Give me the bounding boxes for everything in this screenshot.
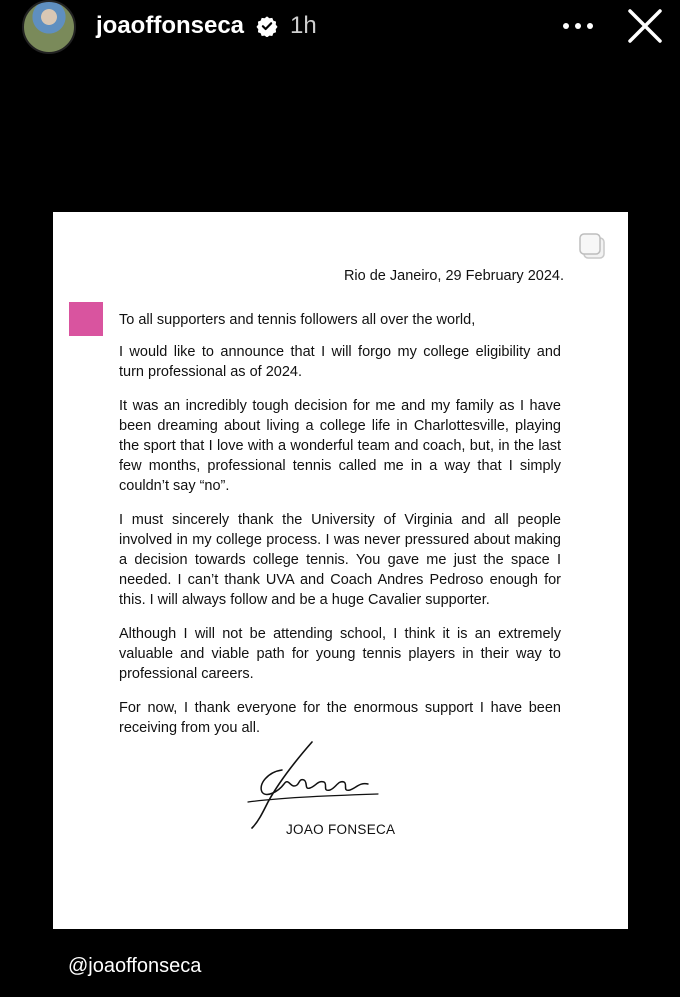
story-header <box>0 0 680 56</box>
letter-image <box>53 212 628 929</box>
avatar[interactable] <box>22 0 76 54</box>
letter-paragraph: For now, I thank everyone for the enormous support I have been receiving from you all. <box>119 700 561 736</box>
letter-body <box>119 310 561 752</box>
letter-paragraph: Although I will not be attending school, I think it is an extremely valuable and viable path for young tennis players in their way to professional careers. <box>119 626 561 682</box>
letter-paragraph: It was an incredibly tough decision for me and my family as I have been dreaming about living a college life in Charlottesville, playing the sport that I love with a wonderful team and coach, but, in the last few months, professional tennis called me in a way that I simply couldn’t say “no”. <box>119 398 561 494</box>
copy-icon <box>578 232 608 262</box>
letter-paragraph: I must sincerely thank the University of Virginia and all people involved in my college process. I was never pressured about making a decision towards college tennis. You gave me just the space I needed. I can’t thank UVA and Coach Andres Pedroso enough for this. I will always follow and be a huge Cavalier supporter. <box>119 512 561 608</box>
letter-date: Rio de Janeiro, 29 February 2024. <box>343 268 564 284</box>
more-options-icon[interactable] <box>560 16 596 36</box>
handwritten-signature <box>238 740 388 830</box>
logo-square <box>69 302 103 336</box>
verified-badge-icon <box>256 15 278 37</box>
letter-greeting: To all supporters and tennis followers all over the world, <box>119 312 476 328</box>
signer-name: JOAO FONSECA <box>286 822 396 837</box>
mention-sticker[interactable]: @joaoffonseca <box>68 955 202 977</box>
letter-paragraph: I would like to announce that I will forgo my college eligibility and turn professional as of 2024. <box>119 344 561 380</box>
username[interactable]: joaoffonseca <box>96 12 245 39</box>
time-ago: 1h <box>290 12 317 39</box>
close-icon[interactable] <box>625 6 665 46</box>
